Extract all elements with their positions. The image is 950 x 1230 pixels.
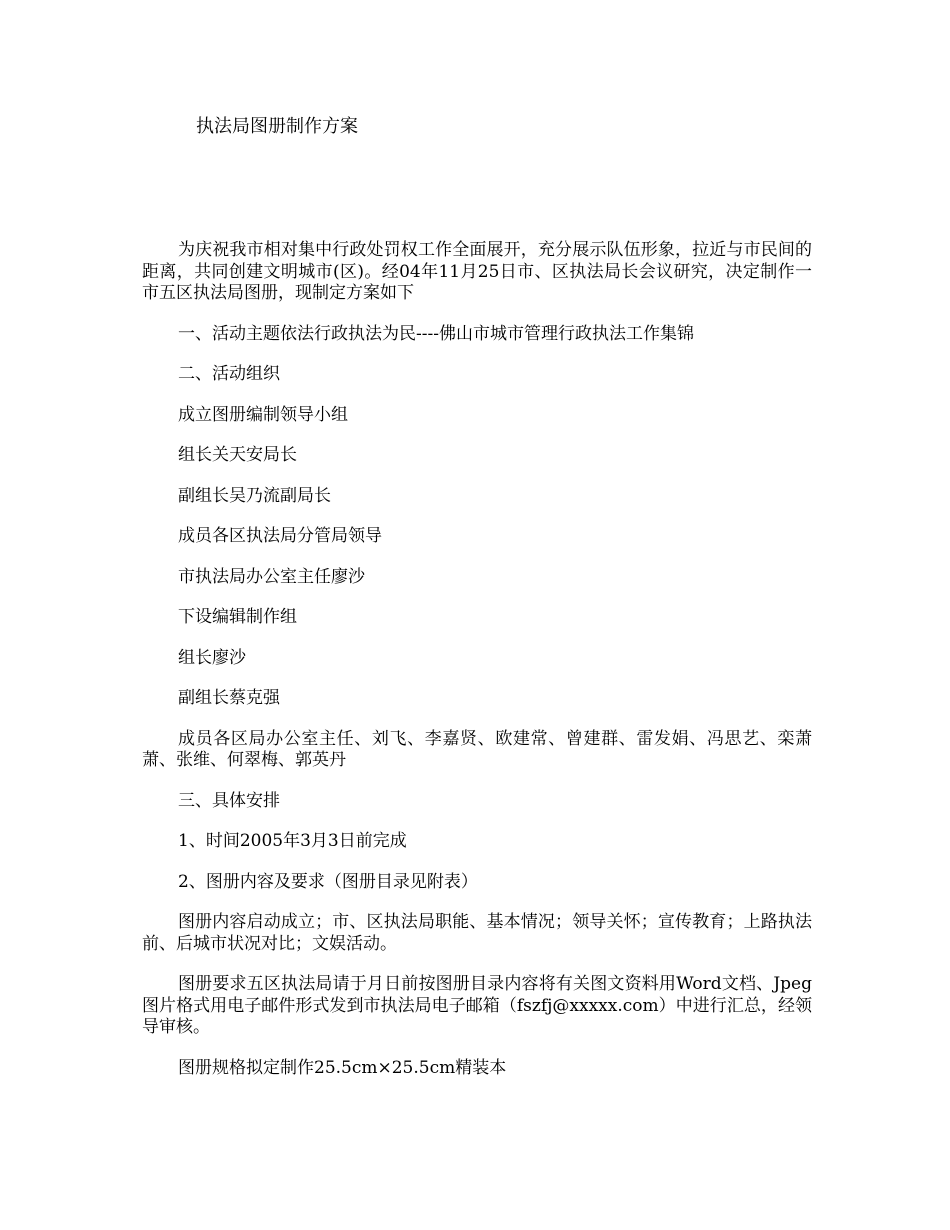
paragraph-intro: 为庆祝我市相对集中行政处罚权工作全面展开，充分展示队伍形象，拉近与市民间的距离，共同创建文明城市(区)。经04年11月25日市、区执法局长会议研究，决定制作一市五区执法局图册，现制定方案如下: [142, 240, 812, 303]
paragraph-office-director: 市执法局办公室主任廖沙: [178, 566, 365, 587]
paragraph-editing-members: 成员各区局办公室主任、刘飞、李嘉贤、欧建常、曾建群、雷发娟、冯思艺、栾萧萧、张维、何翠梅、郭英丹: [142, 728, 812, 770]
paragraph-specification: 图册规格拟定制作25.5cm×25.5cm精装本: [178, 1057, 507, 1078]
paragraph-leading-group: 成立图册编制领导小组: [178, 404, 348, 425]
paragraph-content: 图册内容启动成立；市、区执法局职能、基本情况；领导关怀；宣传教育；上路执法前、后城市状况对比；文娱活动。: [142, 912, 812, 954]
paragraph-arrangement-heading: 三、具体安排: [178, 790, 280, 811]
paragraph-theme: 一、活动主题依法行政执法为民----佛山市城市管理行政执法工作集锦: [178, 323, 694, 344]
paragraph-content-requirements: 2、图册内容及要求（图册目录见附表）: [178, 871, 478, 892]
document-body: [142, 240, 812, 1098]
paragraph-group-leader: 组长关天安局长: [178, 445, 297, 465]
paragraph-editing-leader: 组长廖沙: [178, 647, 246, 668]
paragraph-editing-deputy: 副组长蔡克强: [178, 688, 280, 708]
paragraph-members: 成员各区执法局分管局领导: [178, 526, 382, 546]
paragraph-time: 1、时间2005年3月3日前完成: [178, 831, 407, 851]
paragraph-deputy-leader: 副组长吴乃流副局长: [178, 485, 331, 506]
paragraph-requirements: 图册要求五区执法局请于月日前按图册目录内容将有关图文资料用Word文档、Jpeg图片格式用电子邮件形式发到市执法局电子邮箱（fszfj@xxxxx.com）中进行汇总，经领导审核。: [142, 974, 812, 1037]
paragraph-editing-group: 下设编辑制作组: [178, 607, 297, 627]
document-title: 执法局图册制作方案: [196, 116, 358, 137]
paragraph-organization-heading: 二、活动组织: [178, 364, 280, 384]
